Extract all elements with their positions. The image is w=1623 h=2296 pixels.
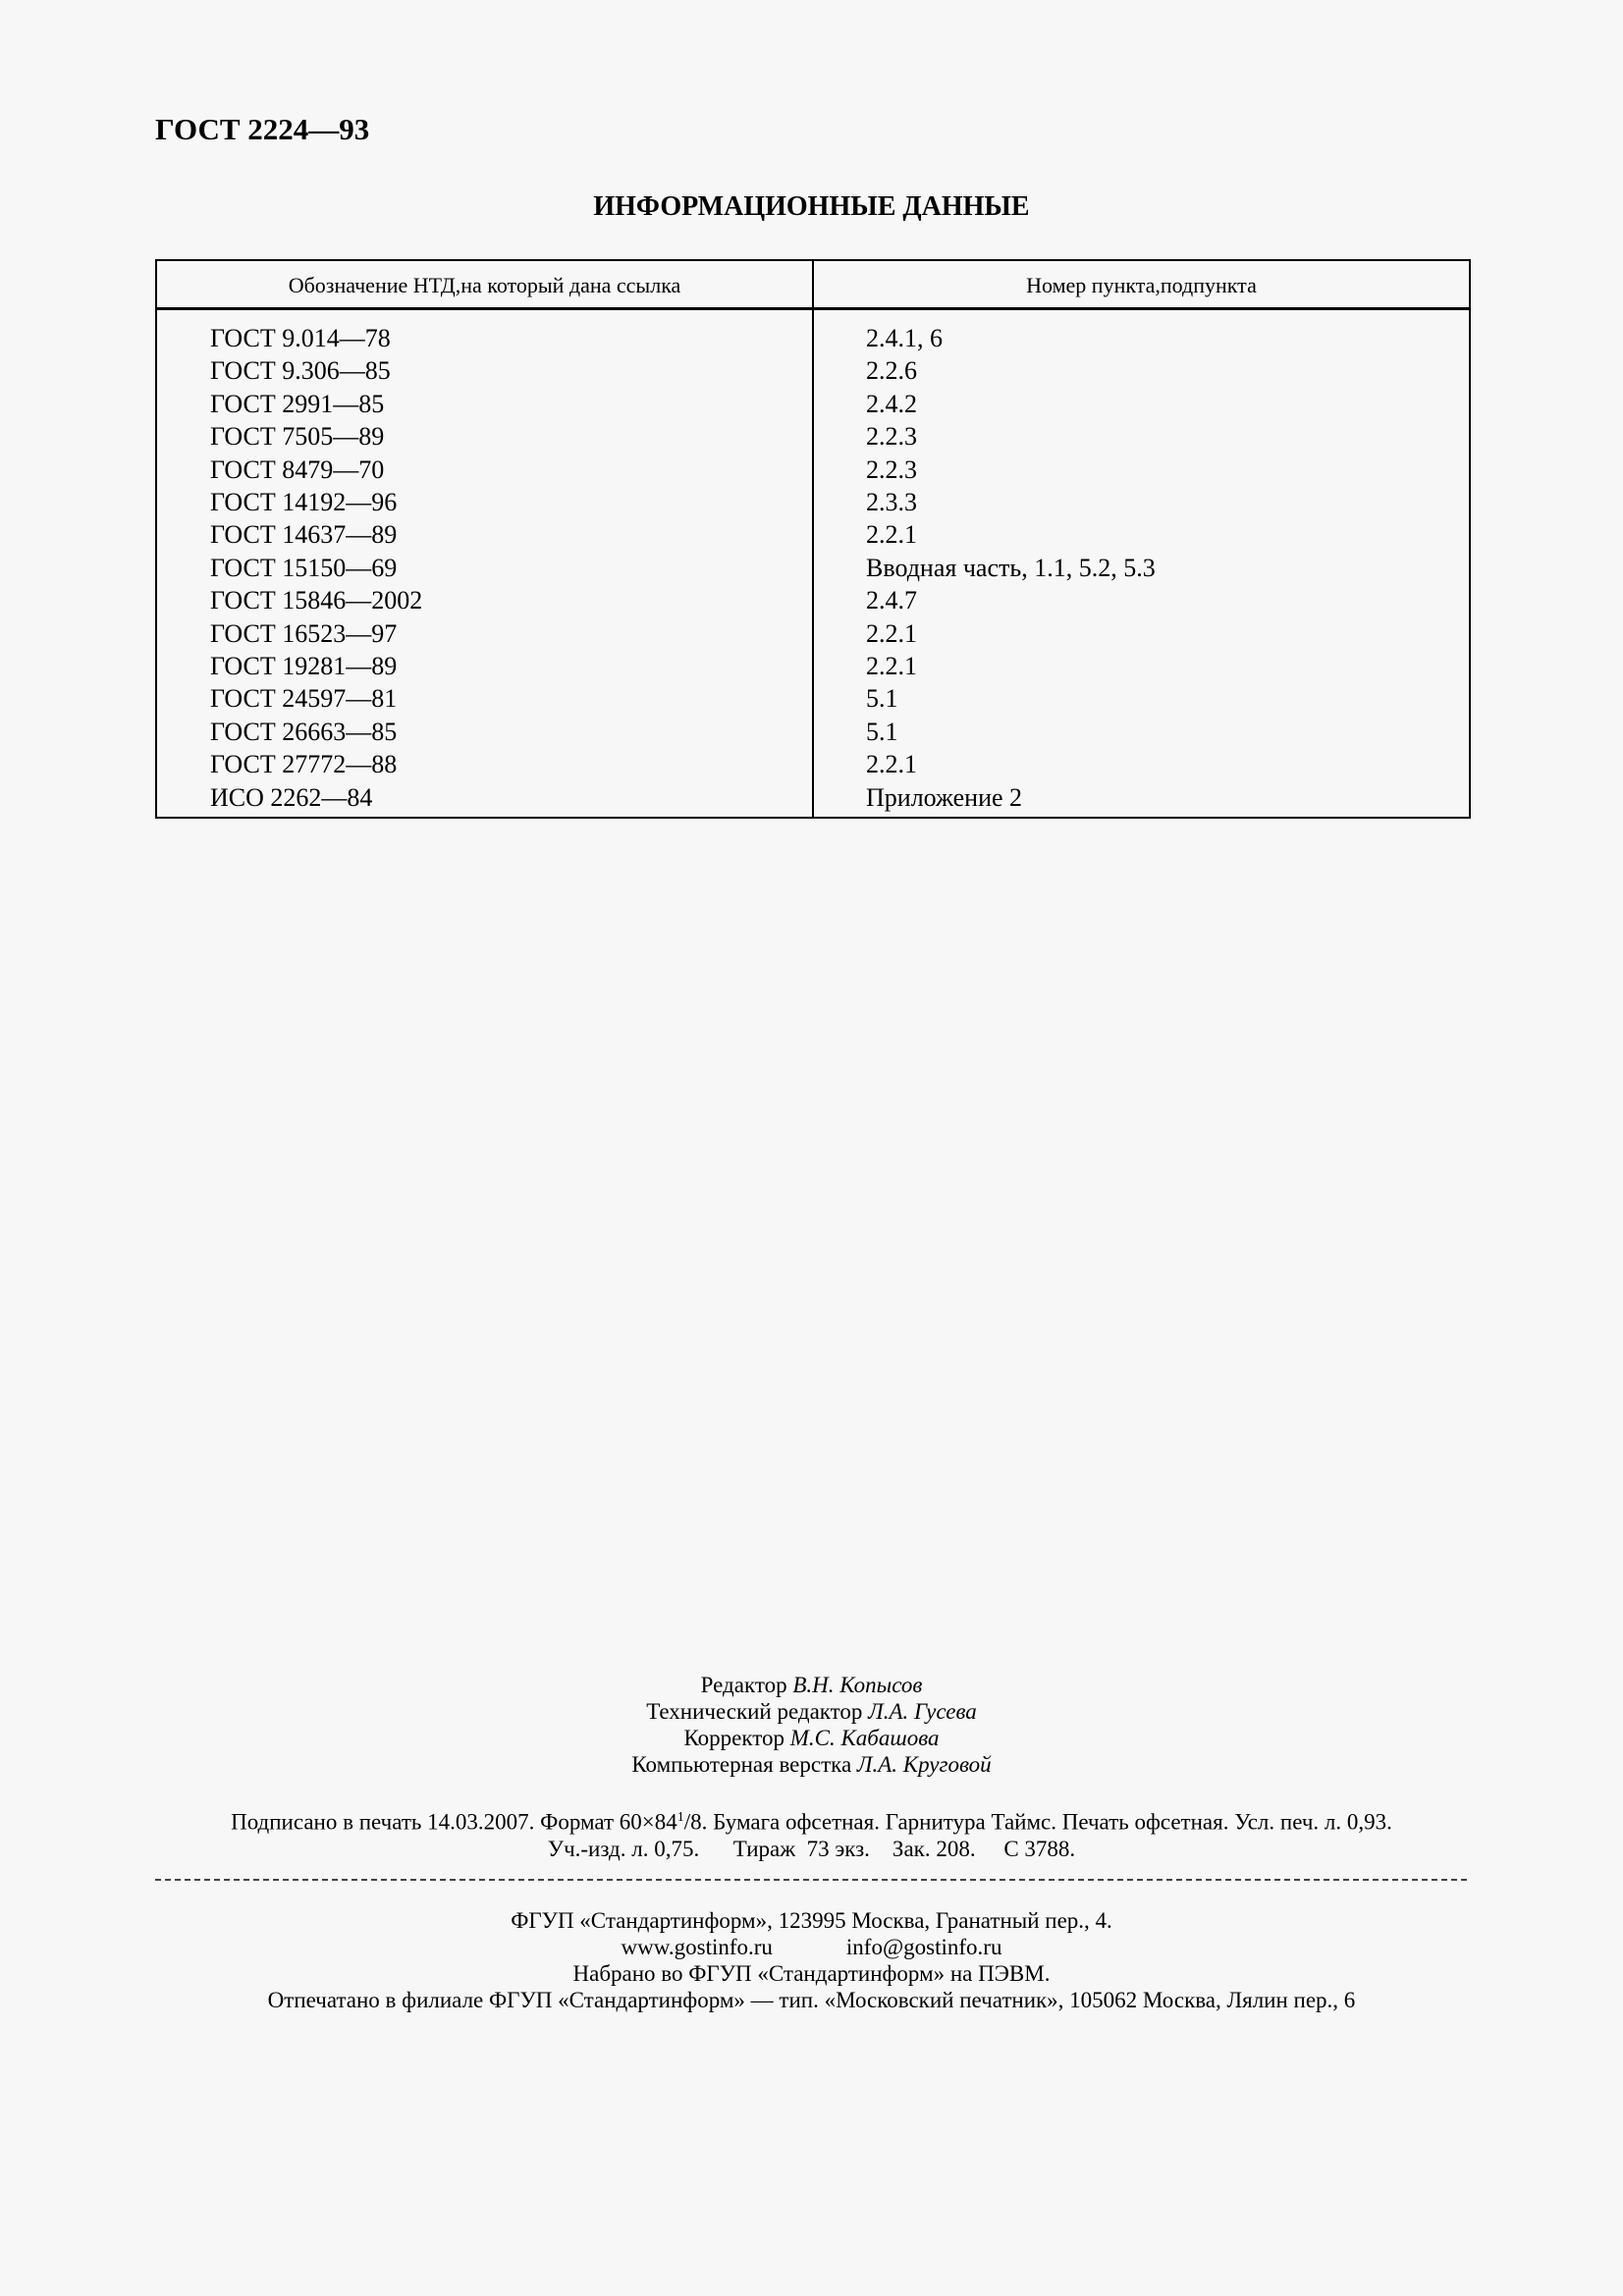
clause-column bbox=[866, 322, 1156, 814]
table-cell-clause: 2.4.1, 6 bbox=[866, 324, 943, 352]
print-info bbox=[0, 1804, 1623, 1862]
credit-line bbox=[0, 1698, 1623, 1725]
table-cell-clause: Приложение 2 bbox=[866, 782, 1023, 812]
credit-name: В.Н. Копысов bbox=[792, 1673, 923, 1697]
table-cell-clause: 5.1 bbox=[866, 684, 898, 714]
credit-line bbox=[0, 1672, 1623, 1698]
table-cell-document: ГОСТ 16523—97 bbox=[210, 618, 398, 648]
table-cell-document: ГОСТ 7505—89 bbox=[210, 422, 385, 452]
table-cell-clause: 2.2.1 bbox=[866, 652, 917, 681]
table-cell-document: ГОСТ 26663—85 bbox=[210, 717, 398, 746]
table-cell-clause: 2.2.6 bbox=[866, 356, 917, 386]
table-cell-clause: Вводная часть, 1.1, 5.2, 5.3 bbox=[866, 553, 1156, 582]
table-cell-document: ГОСТ 8479—70 bbox=[210, 454, 385, 484]
table-cell-clause: 2.3.3 bbox=[866, 488, 917, 517]
table-cell-clause: 2.4.7 bbox=[866, 586, 917, 615]
credits bbox=[0, 1672, 1623, 1778]
table-cell-clause: 2.2.3 bbox=[866, 422, 917, 452]
references-table bbox=[155, 259, 1471, 819]
credit-role: Корректор bbox=[683, 1726, 784, 1750]
print-info-line1: Подписано в печать 14.03.2007. Формат 60×84 bbox=[231, 1809, 677, 1835]
table-cell-document: ГОСТ 9.014—78 bbox=[210, 324, 391, 352]
document-code: ГОСТ 2224—93 bbox=[155, 112, 370, 146]
table-cell-clause: 2.2.1 bbox=[866, 520, 917, 550]
table-cell-document: ГОСТ 27772—88 bbox=[210, 750, 398, 779]
publisher-info bbox=[0, 1907, 1623, 2013]
table-cell-document: ГОСТ 24597—81 bbox=[210, 684, 398, 714]
column-divider bbox=[812, 261, 814, 817]
email-link[interactable]: info@gostinfo.ru bbox=[845, 1935, 1002, 1959]
credit-name: Л.А. Гусева bbox=[868, 1699, 977, 1724]
table-cell-clause: 2.2.1 bbox=[866, 750, 917, 779]
table-cell-clause: 2.2.1 bbox=[866, 618, 917, 648]
table-cell-document: ИСО 2262—84 bbox=[210, 782, 373, 812]
credit-line bbox=[0, 1751, 1623, 1778]
credit-role: Технический редактор bbox=[646, 1699, 863, 1724]
credit-role: Компьютерная верстка bbox=[631, 1752, 852, 1777]
table-cell-document: ГОСТ 15150—69 bbox=[210, 553, 398, 582]
table-cell-clause: 5.1 bbox=[866, 717, 898, 746]
table-cell-document: ГОСТ 14192—96 bbox=[210, 488, 398, 517]
document-column bbox=[210, 322, 422, 814]
section-heading: ИНФОРМАЦИОННЫЕ ДАННЫЕ bbox=[593, 191, 1030, 222]
credit-line bbox=[0, 1725, 1623, 1751]
header-rule bbox=[157, 307, 1469, 310]
website-link[interactable]: www.gostinfo.ru bbox=[621, 1935, 773, 1959]
table-cell-clause: 2.4.2 bbox=[866, 389, 917, 418]
printed-note: Отпечатано в филиале ФГУП «Стандартинформ» — тип. «Московский печатник», 105062 Москва, Лялин пер., 6 bbox=[267, 1988, 1356, 2012]
print-info-line1-rest: /8. Бумага офсетная. Гарнитура Таймс. Печать офсетная. Усл. печ. л. 0,93. bbox=[683, 1809, 1392, 1835]
table-cell-document: ГОСТ 2991—85 bbox=[210, 389, 385, 418]
publisher-address: ФГУП «Стандартинформ», 123995 Москва, Гранатный пер., 4. bbox=[511, 1908, 1112, 1933]
format-superscript: 1 bbox=[676, 1810, 684, 1825]
credit-name: М.С. Кабашова bbox=[789, 1726, 940, 1750]
typeset-note: Набрано во ФГУП «Стандартинформ» на ПЭВМ. bbox=[572, 1961, 1051, 1986]
separator-rule bbox=[155, 1879, 1467, 1881]
table-cell-document: ГОСТ 14637—89 bbox=[210, 520, 398, 550]
column-header-clause: Номер пункта,подпункта bbox=[1026, 273, 1257, 297]
table-cell-document: ГОСТ 19281—89 bbox=[210, 652, 398, 681]
table-cell-clause: 2.2.3 bbox=[866, 454, 917, 484]
table-cell-document: ГОСТ 15846—2002 bbox=[210, 586, 423, 615]
table-cell-document: ГОСТ 9.306—85 bbox=[210, 356, 391, 386]
credit-name: Л.А. Круговой bbox=[856, 1752, 992, 1777]
print-info-line2: Уч.-изд. л. 0,75. Тираж 73 экз. Зак. 208. С 3788. bbox=[547, 1836, 1076, 1861]
column-header-document: Обозначение НТД,на который дана ссылка bbox=[288, 273, 681, 297]
credit-role: Редактор bbox=[700, 1673, 787, 1697]
